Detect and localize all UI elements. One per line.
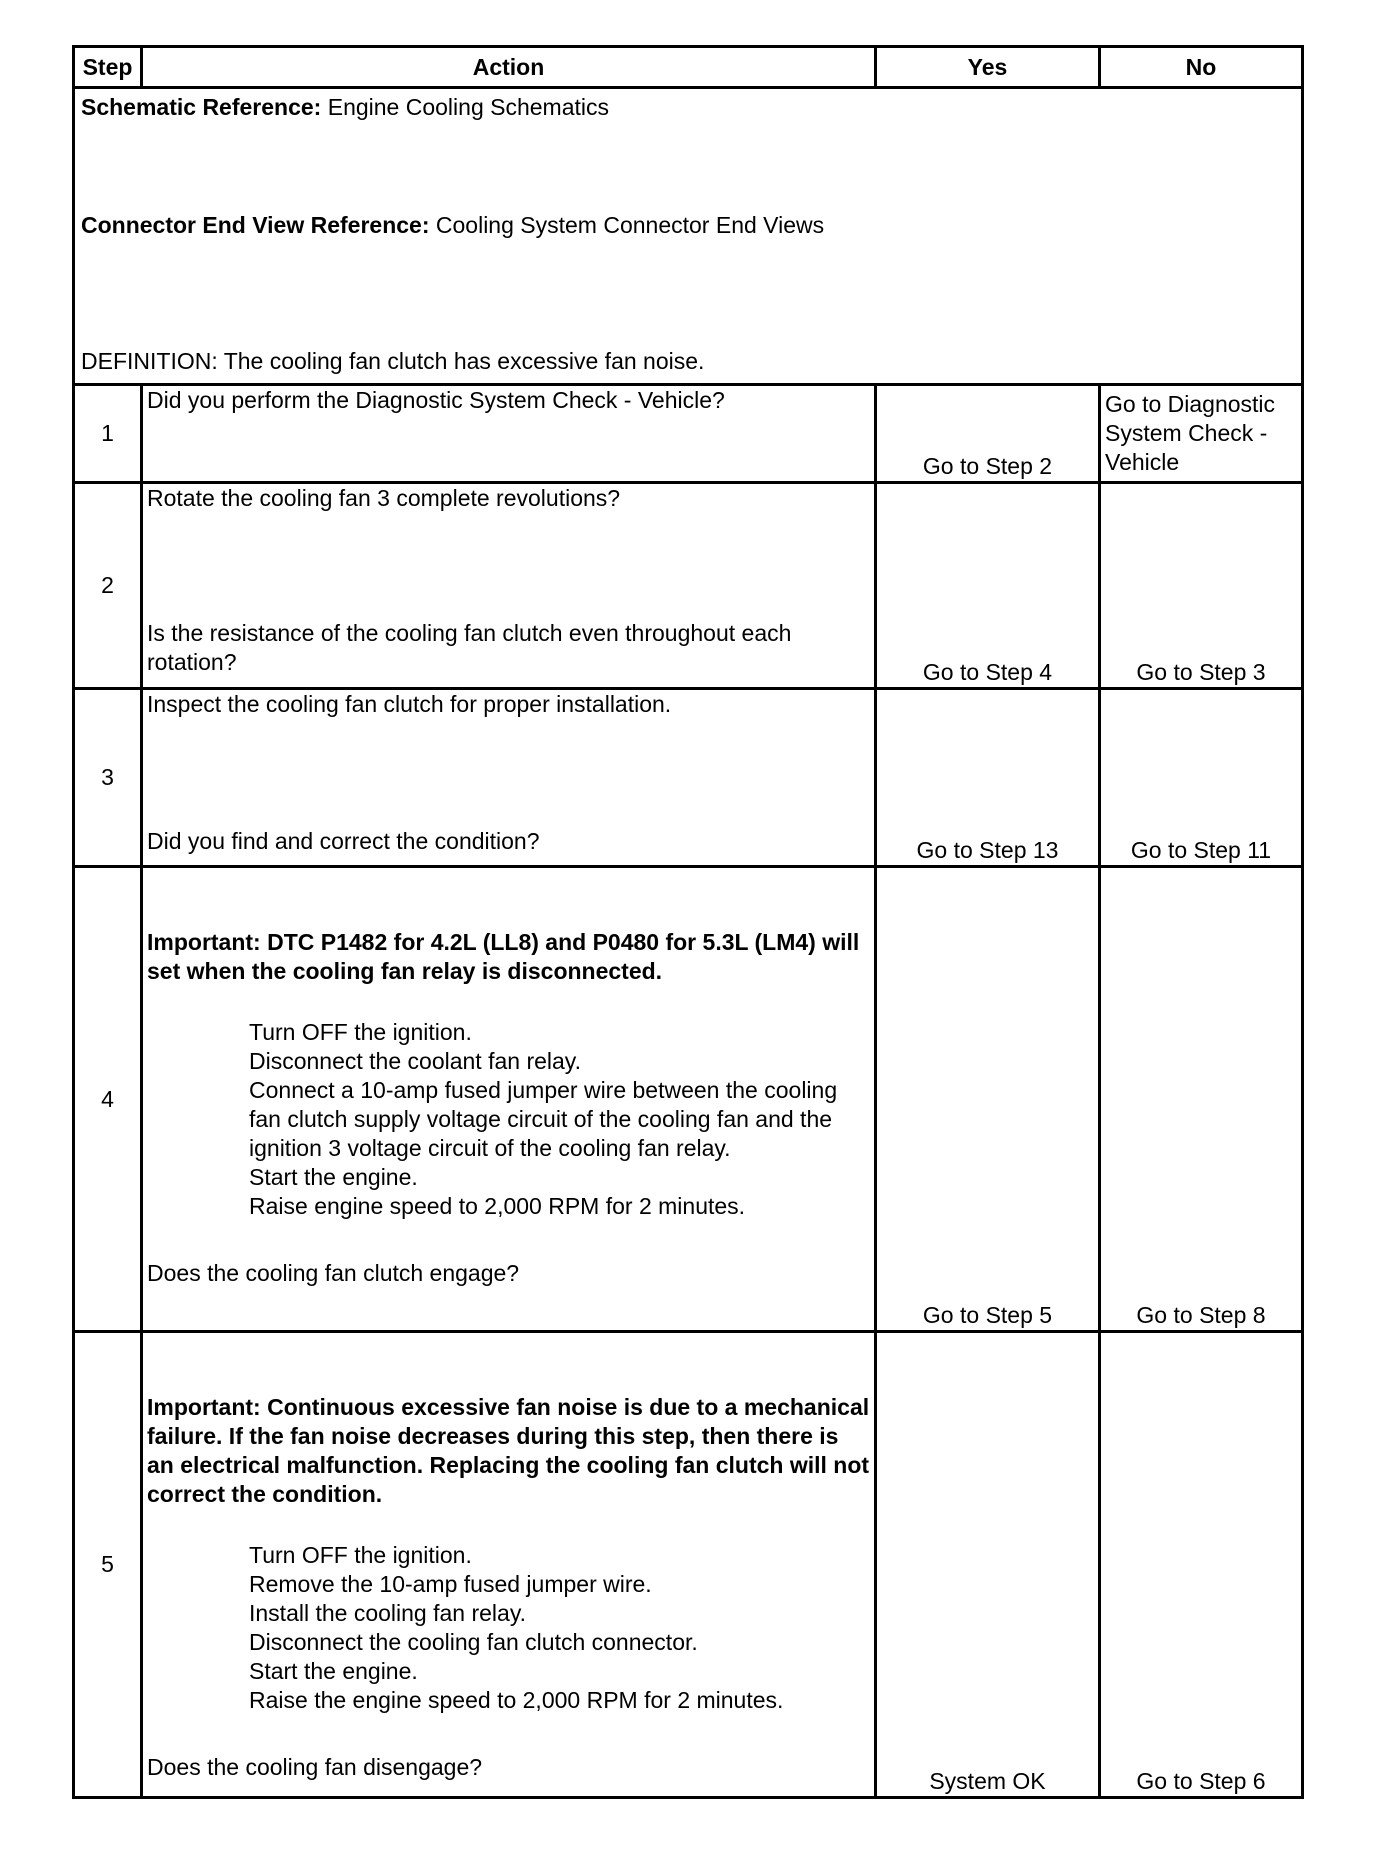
step-number: 5 (74, 1332, 142, 1798)
action-cell (142, 483, 876, 689)
table-row (74, 483, 1303, 689)
substep: Install the cooling fan relay. (249, 1600, 527, 1626)
table-row (74, 1332, 1303, 1798)
schematic-reference (81, 93, 609, 122)
substep: Disconnect the cooling fan clutch connector. (249, 1629, 698, 1655)
substep: Connect a 10-amp fused jumper wire between the cooling fan clutch supply voltage circuit of the cooling fan and the ignition 3 voltage circuit of the cooling fan relay. (249, 1077, 838, 1161)
header-step: Step (74, 47, 142, 88)
step-question: Does the cooling fan clutch engage? (147, 1260, 520, 1286)
diagnostic-sheet (72, 45, 1301, 1799)
header-action: Action (142, 47, 876, 88)
no-result: Go to Step 3 (1100, 483, 1303, 689)
connector-reference (81, 211, 824, 240)
yes-result: Go to Step 5 (876, 867, 1100, 1332)
substep: Raise the engine speed to 2,000 RPM for 2 minutes. (249, 1687, 784, 1713)
substep: Turn OFF the ignition. (249, 1019, 472, 1045)
no-result: Go to Diagnostic System Check - Vehicle (1100, 385, 1303, 483)
header-yes: Yes (876, 47, 1100, 88)
substep: Turn OFF the ignition. (249, 1542, 472, 1568)
step-number: 4 (74, 867, 142, 1332)
substep: Start the engine. (249, 1658, 418, 1684)
substep: Start the engine. (249, 1164, 418, 1190)
yes-result: System OK (876, 1332, 1100, 1798)
definition-text: DEFINITION: The cooling fan clutch has excessive fan noise. (81, 348, 705, 374)
yes-result: Go to Step 13 (876, 689, 1100, 867)
connector-label: Connector End View Reference: (81, 212, 430, 238)
reference-cell (74, 88, 1303, 385)
schematic-value: Engine Cooling Schematics (327, 94, 610, 120)
no-result: Go to Step 8 (1100, 867, 1303, 1332)
yes-result: Go to Step 4 (876, 483, 1100, 689)
table-row (74, 385, 1303, 483)
yes-result: Go to Step 2 (876, 385, 1100, 483)
important-note: Important: DTC P1482 for 4.2L (LL8) and P0480 for 5.3L (LM4) will set when the cooling fan relay is disconnected. (147, 929, 860, 984)
table-row (74, 867, 1303, 1332)
reference-row (74, 88, 1303, 385)
header-no: No (1100, 47, 1303, 88)
no-result: Go to Step 6 (1100, 1332, 1303, 1798)
step-intro: Inspect the cooling fan clutch for proper installation. (147, 691, 672, 717)
schematic-label: Schematic Reference: (81, 94, 322, 120)
step-question: Is the resistance of the cooling fan clutch even throughout each rotation? (147, 620, 792, 675)
action-cell (142, 689, 876, 867)
step-number: 3 (74, 689, 142, 867)
diagnostic-table (72, 45, 1304, 1799)
table-row (74, 689, 1303, 867)
important-note: Important: Continuous excessive fan noise is due to a mechanical failure. If the fan noise decreases during this step, then there is an electrical malfunction. Replacing the cooling fan clutch will not correct the condition. (147, 1394, 870, 1507)
connector-value: Cooling System Connector End Views (435, 212, 825, 238)
step-question: Does the cooling fan disengage? (147, 1754, 483, 1780)
step-question: Did you find and correct the condition? (147, 828, 540, 854)
action-cell (142, 867, 876, 1332)
step-number: 1 (74, 385, 142, 483)
action-cell (142, 385, 876, 483)
substep: Disconnect the coolant fan relay. (249, 1048, 581, 1074)
substep: Remove the 10-amp fused jumper wire. (249, 1571, 652, 1597)
substep: Raise engine speed to 2,000 RPM for 2 minutes. (249, 1193, 746, 1219)
step-number: 2 (74, 483, 142, 689)
header-row (74, 47, 1303, 88)
step-intro: Rotate the cooling fan 3 complete revolutions? (147, 485, 621, 511)
action-cell (142, 1332, 876, 1798)
step-question: Did you perform the Diagnostic System Check - Vehicle? (147, 387, 725, 413)
no-result: Go to Step 11 (1100, 689, 1303, 867)
